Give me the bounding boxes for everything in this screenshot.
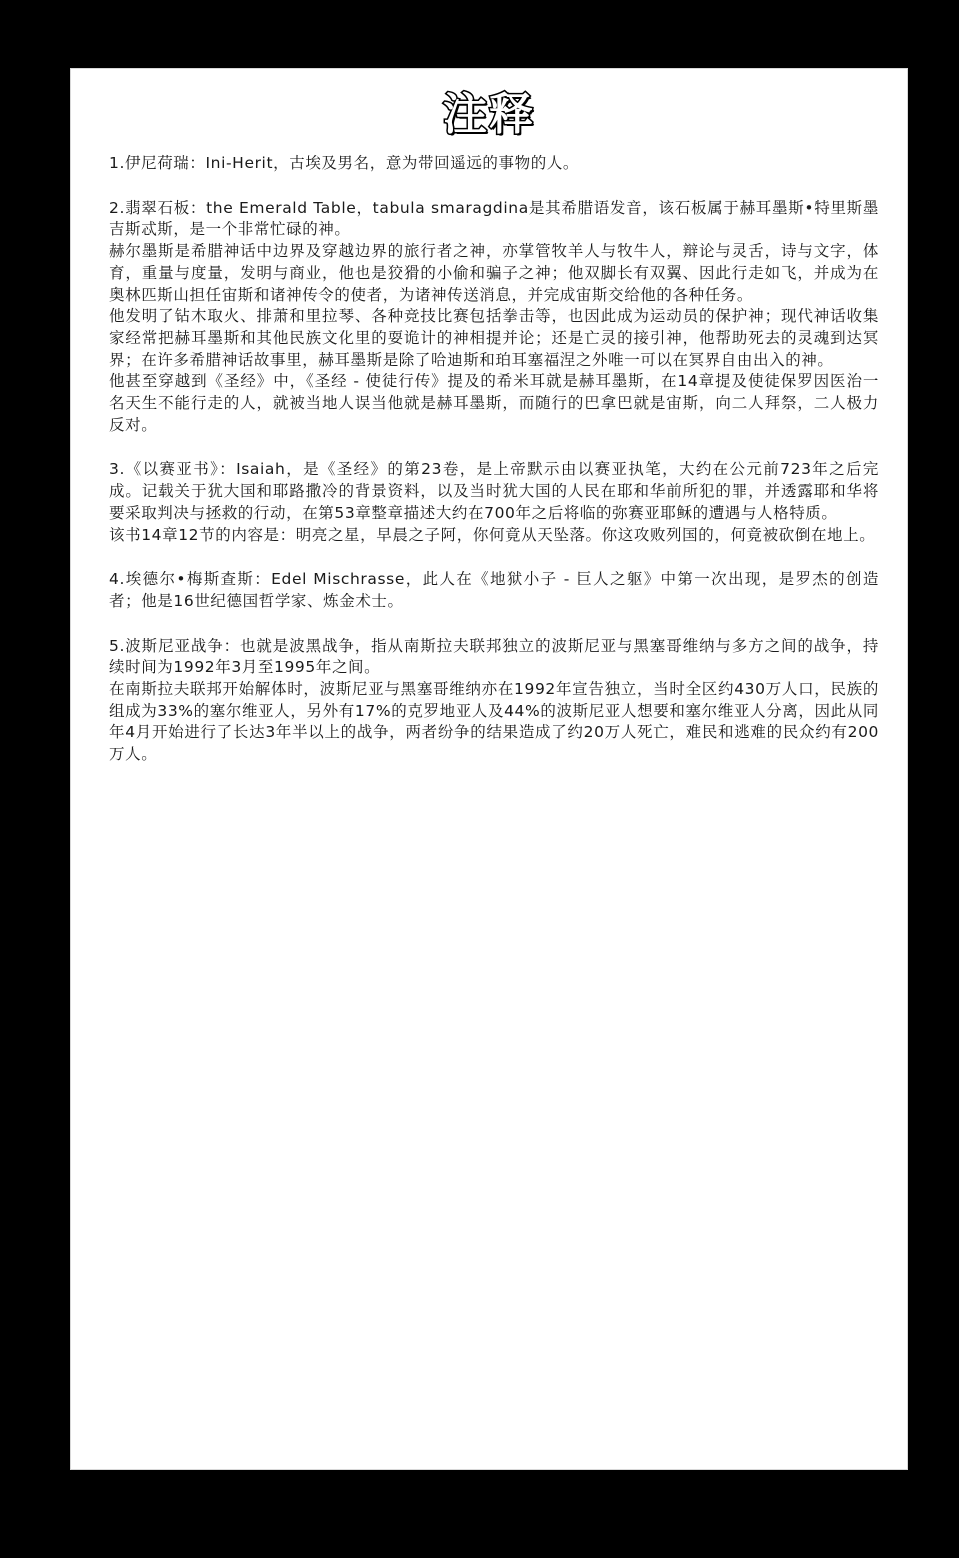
note-paragraph: 3.《以赛亚书》：Isaiah，是《圣经》的第23卷，是上帝默示由以赛亚执笔，大约在公元前723年之后完成。记载关于犹大国和耶路撒冷的背景资料，以及当时犹大国的人民在耶和华前所犯的罪，并透露耶和华将要采取判决与拯救的行动，在第53章整章描述大约在700年之后将临的弥赛亚耶稣的遭遇与人格特质。 xyxy=(109,460,879,522)
note-paragraph: 在南斯拉夫联邦开始解体时，波斯尼亚与黑塞哥维纳亦在1992年宣告独立，当时全区约430万人口，民族的组成为33%的塞尔维亚人，另外有17%的克罗地亚人及44%的波斯尼亚人想要和塞尔维亚人分离，因此从同年4月开始进行了长达3年半以上的战争，两者纷争的结果造成了约20万人死亡，难民和逃难的民众约有200万人。 xyxy=(109,680,879,764)
note-paragraph: 他甚至穿越到《圣经》中，《圣经 - 使徒行传》提及的希米耳就是赫耳墨斯，在14章提及使徒保罗因医治一名天生不能行走的人，就被当地人误当他就是赫耳墨斯，而随行的巴拿巴就是宙斯，向二人拜祭，二人极力反对。 xyxy=(109,372,879,434)
note-paragraph: 4.埃德尔•梅斯查斯：Edel Mischrasse，此人在《地狱小子 - 巨人之躯》中第一次出现，是罗杰的创造者；他是16世纪德国哲学家、炼金术士。 xyxy=(109,570,879,610)
note-paragraph: 5.波斯尼亚战争：也就是波黑战争，指从南斯拉夫联邦独立的波斯尼亚与黑塞哥维纳与多方之间的战争，持续时间为1992年3月至1995年之间。 xyxy=(109,636,879,677)
note-3 xyxy=(109,459,879,546)
note-paragraph: 他发明了钻木取火、排萧和里拉琴、各种竞技比赛包括拳击等，也因此成为运动员的保护神；现代神话收集家经常把赫耳墨斯和其他民族文化里的耍诡计的神相提并论；还是亡灵的接引神，他帮助死去的灵魂到达冥界；在许多希腊神话故事里，赫耳墨斯是除了哈迪斯和珀耳塞福涅之外唯一可以在冥界自由出入的神。 xyxy=(109,307,879,369)
notes-page xyxy=(70,68,908,1470)
note-paragraph: 1.伊尼荷瑞：Ini-Herit，古埃及男名，意为带回遥远的事物的人。 xyxy=(109,154,580,172)
note-paragraph: 2.翡翠石板：the Emerald Table，tabula smaragdina是其希腊语发音，该石板属于赫耳墨斯•特里斯墨吉斯忒斯，是一个非常忙碌的神。 xyxy=(109,198,879,239)
page-title: 注释 xyxy=(443,89,535,140)
note-paragraph: 赫尔墨斯是希腊神话中边界及穿越边界的旅行者之神，亦掌管牧羊人与牧牛人，辩论与灵舌，诗与文字，体育，重量与度量，发明与商业，他也是狡猾的小偷和骗子之神；他双脚长有双翼、因此行走如飞，并成为在奥林匹斯山担任宙斯和诸神传令的使者，为诸神传送消息，并完成宙斯交给他的各种任务。 xyxy=(109,242,879,304)
note-2 xyxy=(109,198,879,437)
note-paragraph: 该书14章12节的内容是：明亮之星，早晨之子阿，你何竟从天坠落。你这攻败列国的，何竟被砍倒在地上。 xyxy=(109,525,876,544)
note-1 xyxy=(109,153,879,175)
notes-list xyxy=(109,153,879,789)
note-4 xyxy=(109,569,879,612)
note-5 xyxy=(109,636,879,766)
